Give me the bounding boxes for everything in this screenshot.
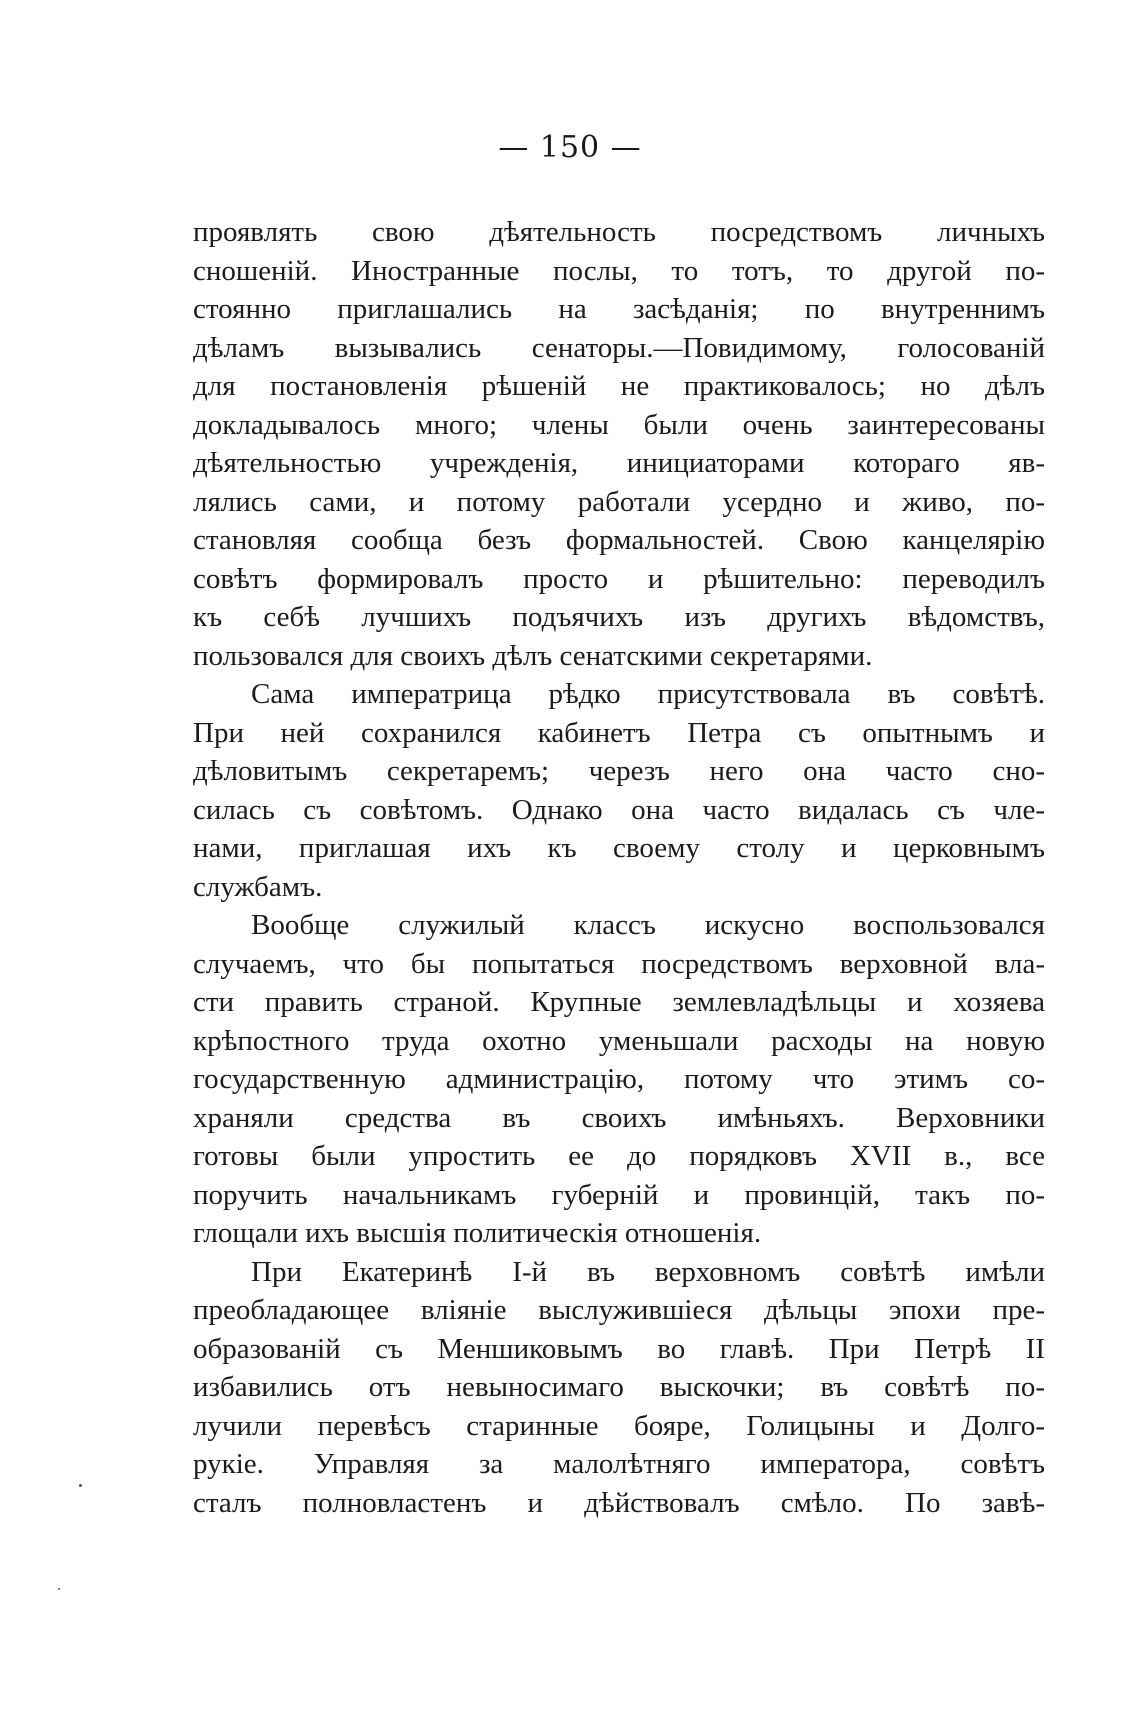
- text-line: глощали ихъ высшія политическія отношенія.: [193, 1217, 762, 1249]
- text-line: Вообще служилый классъ искусно воспользовался: [251, 909, 1045, 941]
- page-number: — 150 —: [498, 130, 642, 165]
- text-line: При ней сохранился кабинетъ Петра съ опытнымъ и: [193, 716, 1045, 749]
- text-line: проявлять свою дѣятельность посредствомъ личныхъ: [193, 216, 1045, 248]
- text-line: къ себѣ лучшихъ подъячихъ изъ другихъ вѣдомствъ,: [193, 601, 1045, 633]
- text-line: стоянно приглашались на засѣданія; по внутреннимъ: [193, 293, 1045, 325]
- text-line: рукіе. Управляя за малолѣтняго императора, совѣтъ: [193, 1448, 1045, 1480]
- page-text: [193, 213, 1045, 1522]
- text-line: сношеній. Иностранные послы, то тотъ, то другой по-: [193, 254, 1045, 287]
- text-line: дѣламъ вызывались сенаторы.—Повидимому, голосованій: [193, 331, 1045, 364]
- text-line: сталъ полновластенъ и дѣйствовалъ смѣло. По завѣ-: [193, 1486, 1045, 1519]
- text-line: Сама императрица рѣдко присутствовала въ совѣтѣ.: [251, 678, 1045, 710]
- text-line: преобладающее вліяніе выслужившіеся дѣльцы эпохи пре-: [193, 1294, 1045, 1326]
- text-line: государственную администрацію, потому что этимъ со-: [193, 1063, 1045, 1095]
- text-line: поручить начальникамъ губерній и провинцій, такъ по-: [193, 1178, 1045, 1211]
- text-line: лялись сами, и потому работали усердно и живо, по-: [193, 485, 1045, 518]
- text-line: образованій съ Меншиковымъ во главѣ. При Петрѣ II: [193, 1332, 1045, 1365]
- text-line: силась съ совѣтомъ. Однако она часто видалась съ чле-: [193, 793, 1045, 826]
- paper-speck: [58, 1588, 60, 1590]
- paper-speck: [79, 1484, 82, 1487]
- text-line: дѣловитымъ секретаремъ; черезъ него она часто сно-: [193, 755, 1045, 787]
- text-line: пользовался для своихъ дѣлъ сенатскими секретарями.: [193, 639, 873, 672]
- text-line: лучили перевѣсъ старинные бояре, Голицыны и Долго-: [193, 1409, 1045, 1442]
- text-line: для постановленія рѣшеній не практиковалось; но дѣлъ: [193, 370, 1045, 402]
- text-line: службамъ.: [193, 870, 323, 903]
- text-line: При Екатеринѣ I-й въ верховномъ совѣтѣ имѣли: [251, 1255, 1045, 1288]
- text-line: нами, приглашая ихъ къ своему столу и церковнымъ: [193, 832, 1045, 864]
- text-line: сти править страной. Крупные землевладѣльцы и хозяева: [193, 986, 1045, 1018]
- text-line: храняли средства въ своихъ имѣньяхъ. Верховники: [193, 1101, 1045, 1134]
- text-line: дѣятельностью учрежденія, инициаторами котораго яв-: [193, 447, 1045, 479]
- text-line: становляя сообща безъ формальностей. Свою канцелярію: [193, 524, 1045, 556]
- text-line: крѣпостного труда охотно уменьшали расходы на новую: [193, 1024, 1045, 1057]
- text-line: готовы были упростить ее до порядковъ XVII в., все: [193, 1140, 1045, 1172]
- text-line: случаемъ, что бы попытаться посредствомъ верховной вла-: [193, 947, 1045, 980]
- text-line: избавились отъ невыносимаго выскочки; въ совѣтѣ по-: [193, 1371, 1045, 1403]
- text-line: докладывалось много; члены были очень заинтересованы: [193, 408, 1045, 441]
- text-line: совѣтъ формировалъ просто и рѣшительно: переводилъ: [193, 562, 1045, 595]
